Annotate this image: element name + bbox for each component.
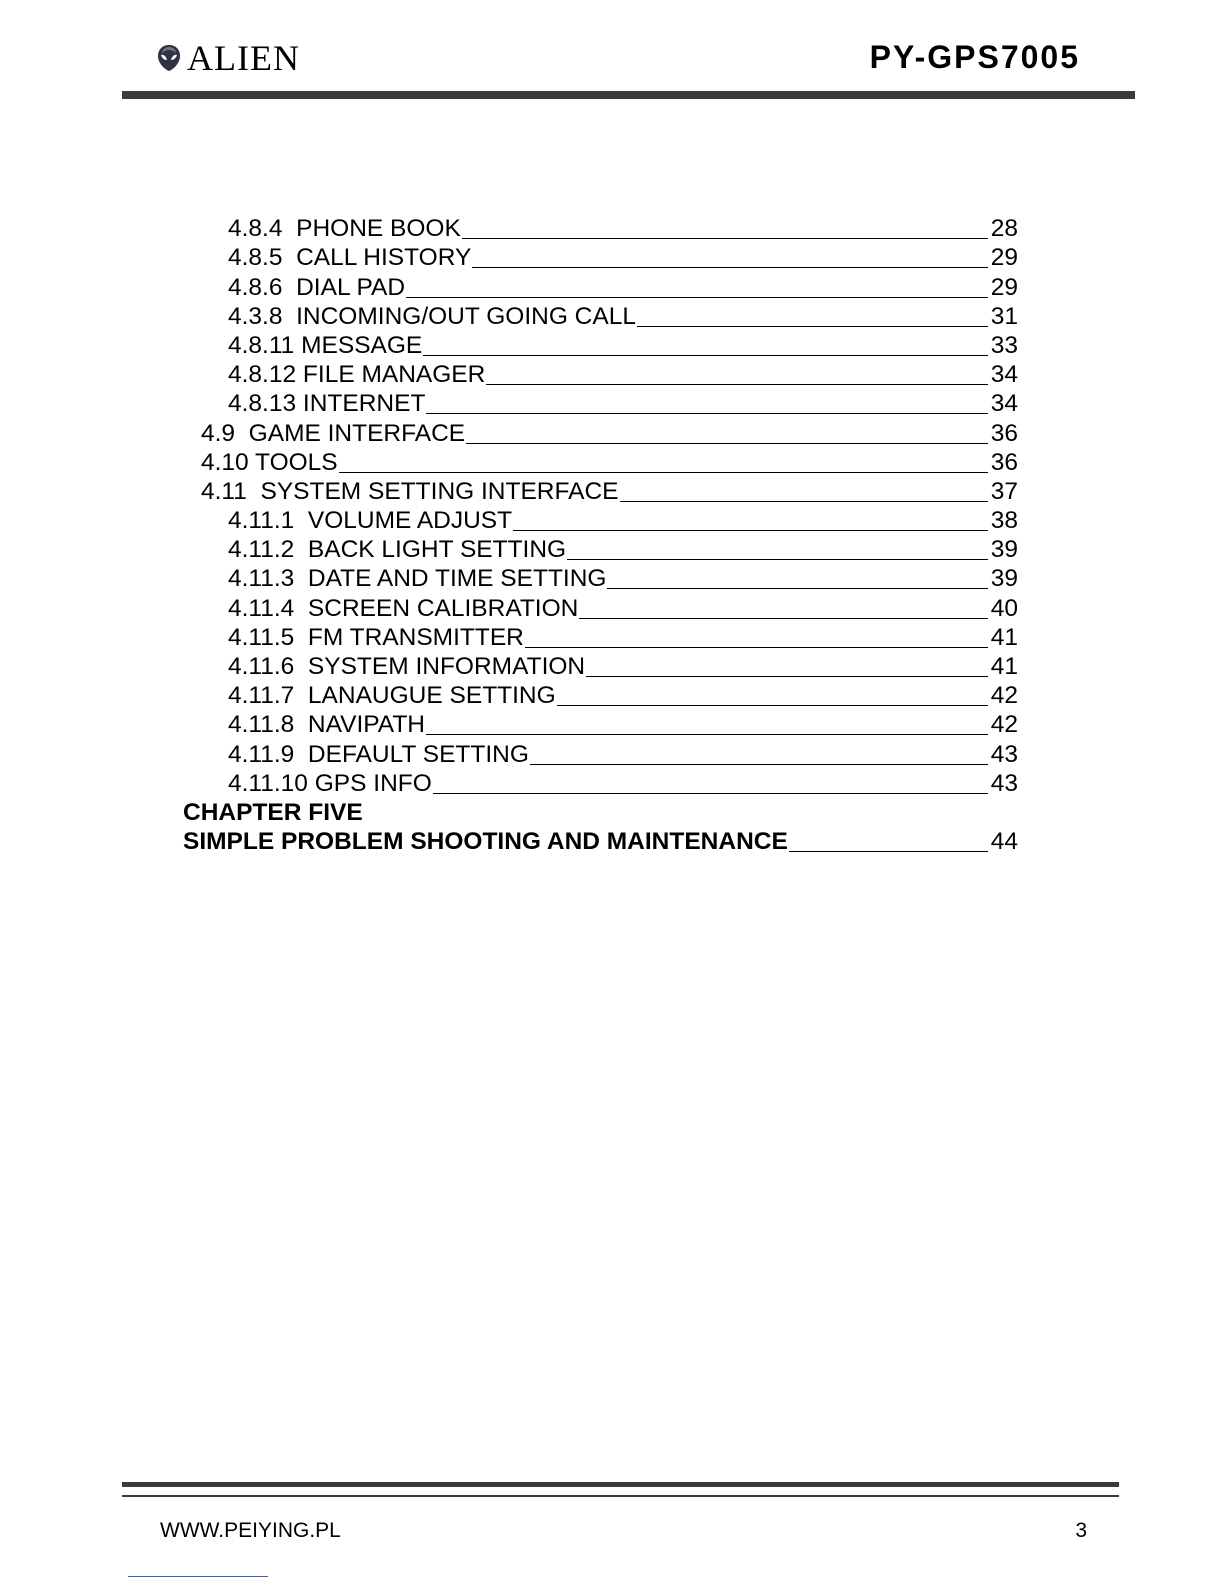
toc-row[interactable] <box>0 389 1018 418</box>
toc-entry-label: 4.11.6 SYSTEM INFORMATION <box>228 653 586 680</box>
footer-page-number: 3 <box>1075 1519 1087 1542</box>
toc-row[interactable] <box>0 769 1018 798</box>
toc-entry-label: 4.9 GAME INTERFACE <box>201 419 466 447</box>
toc-leader-line <box>339 472 988 473</box>
header-divider <box>122 91 1135 99</box>
toc-entry-label: 4.11.2 BACK LIGHT SETTING <box>228 536 567 564</box>
toc-page-number: 34 <box>990 390 1018 418</box>
toc-row[interactable] <box>0 477 1018 506</box>
model-number: PY-GPS7005 <box>869 39 1080 75</box>
toc-leader-line <box>513 530 988 531</box>
toc-chapter-row[interactable] <box>0 798 1018 827</box>
toc-page-number: 29 <box>990 244 1018 272</box>
brand-name: ALIEN <box>187 38 300 78</box>
toc-page-number: 43 <box>990 740 1018 768</box>
toc-entry-label: SIMPLE PROBLEM SHOOTING AND MAINTENANCE <box>183 828 788 856</box>
toc-page-number: 38 <box>990 507 1018 535</box>
toc-entry-label: 4.11.9 DEFAULT SETTING <box>228 740 529 768</box>
toc-page-number: 31 <box>990 302 1018 330</box>
toc-row[interactable] <box>0 739 1018 768</box>
toc-entry-label: 4.8.12 FILE MANAGER <box>228 361 486 389</box>
toc-page-number: 43 <box>990 769 1018 797</box>
toc-leader-line <box>472 267 988 268</box>
toc-row[interactable] <box>0 593 1018 622</box>
toc-leader-line <box>433 793 988 794</box>
toc-page-number: 37 <box>990 477 1018 505</box>
toc-page-number: 39 <box>990 565 1018 593</box>
toc-row[interactable] <box>0 448 1018 477</box>
toc-entry-label: CHAPTER FIVE <box>183 798 363 826</box>
toc-page-number: 41 <box>990 653 1018 680</box>
toc-row[interactable] <box>0 506 1018 535</box>
toc-leader-line <box>423 355 988 356</box>
toc-leader-line <box>530 764 988 765</box>
toc-page-number: 36 <box>990 419 1018 447</box>
toc-row[interactable] <box>0 214 1018 243</box>
brand-logo <box>157 38 300 78</box>
toc-entry-label: 4.10 TOOLS <box>201 448 338 476</box>
footer-website: WWW.PEIYING.PL <box>160 1519 341 1542</box>
toc-leader-line <box>426 734 988 735</box>
toc-row[interactable] <box>0 652 1018 681</box>
toc-entry-label: 4.8.13 INTERNET <box>228 390 426 418</box>
toc-page-number: 39 <box>990 536 1018 564</box>
toc-leader-line <box>406 297 988 298</box>
toc-leader-line <box>567 559 988 560</box>
link-underline <box>128 1576 268 1577</box>
toc-entry-label: 4.11.7 LANAUGUE SETTING <box>228 682 556 710</box>
toc-chapter-row[interactable] <box>0 827 1018 856</box>
toc-row[interactable] <box>0 564 1018 593</box>
toc-row[interactable] <box>0 302 1018 331</box>
footer-divider-thick <box>122 1482 1119 1487</box>
toc-page-number: 34 <box>990 361 1018 389</box>
toc-page-number: 42 <box>990 711 1018 739</box>
toc-leader-line <box>486 384 988 385</box>
toc-row[interactable] <box>0 243 1018 272</box>
toc-page-number: 44 <box>990 828 1018 856</box>
toc-leader-line <box>586 676 988 677</box>
page-header <box>0 0 1225 110</box>
toc-row[interactable] <box>0 331 1018 360</box>
toc-leader-line <box>579 618 988 619</box>
toc-entry-label: 4.11.3 DATE AND TIME SETTING <box>228 565 607 593</box>
toc-entry-label: 4.11.5 FM TRANSMITTER <box>228 623 524 651</box>
toc-entry-label: 4.11 SYSTEM SETTING INTERFACE <box>201 477 619 505</box>
toc-entry-label: 4.8.6 DIAL PAD <box>228 273 406 301</box>
toc-entry-label: 4.11.1 VOLUME ADJUST <box>228 507 513 535</box>
toc-page-number: 29 <box>990 273 1018 301</box>
toc-page-number: 28 <box>990 215 1018 243</box>
alien-head-icon <box>157 44 181 72</box>
toc-page-number: 36 <box>990 448 1018 476</box>
toc-entry-label: 4.8.5 CALL HISTORY <box>228 244 472 272</box>
toc-entry-label: 4.8.4 PHONE BOOK <box>228 215 461 243</box>
toc-row[interactable] <box>0 272 1018 301</box>
toc-row[interactable] <box>0 360 1018 389</box>
toc-leader-line <box>620 501 989 502</box>
toc-entry-label: 4.11.4 SCREEN CALIBRATION <box>228 594 579 622</box>
toc-leader-line <box>525 647 988 648</box>
toc-page-number: 33 <box>990 331 1018 359</box>
table-of-contents <box>0 214 1225 856</box>
toc-row[interactable] <box>0 418 1018 447</box>
toc-row[interactable] <box>0 535 1018 564</box>
footer-divider-thin <box>122 1495 1119 1497</box>
toc-leader-line <box>466 443 988 444</box>
toc-leader-line <box>426 413 988 414</box>
toc-row[interactable] <box>0 710 1018 739</box>
toc-page-number: 41 <box>990 623 1018 651</box>
toc-page-number: 42 <box>990 682 1018 710</box>
toc-entry-label: 4.11.10 GPS INFO <box>228 769 432 797</box>
toc-page-number: 40 <box>990 594 1018 622</box>
toc-leader-line <box>557 705 988 706</box>
toc-entry-label: 4.11.8 NAVIPATH <box>228 711 425 739</box>
toc-leader-line <box>462 238 988 239</box>
toc-row[interactable] <box>0 623 1018 652</box>
toc-leader-line <box>607 588 988 589</box>
toc-row[interactable] <box>0 681 1018 710</box>
toc-leader-line <box>637 326 988 327</box>
toc-entry-label: 4.3.8 INCOMING/OUT GOING CALL <box>228 302 636 330</box>
toc-leader-line <box>789 851 988 852</box>
toc-entry-label: 4.8.11 MESSAGE <box>228 331 423 359</box>
